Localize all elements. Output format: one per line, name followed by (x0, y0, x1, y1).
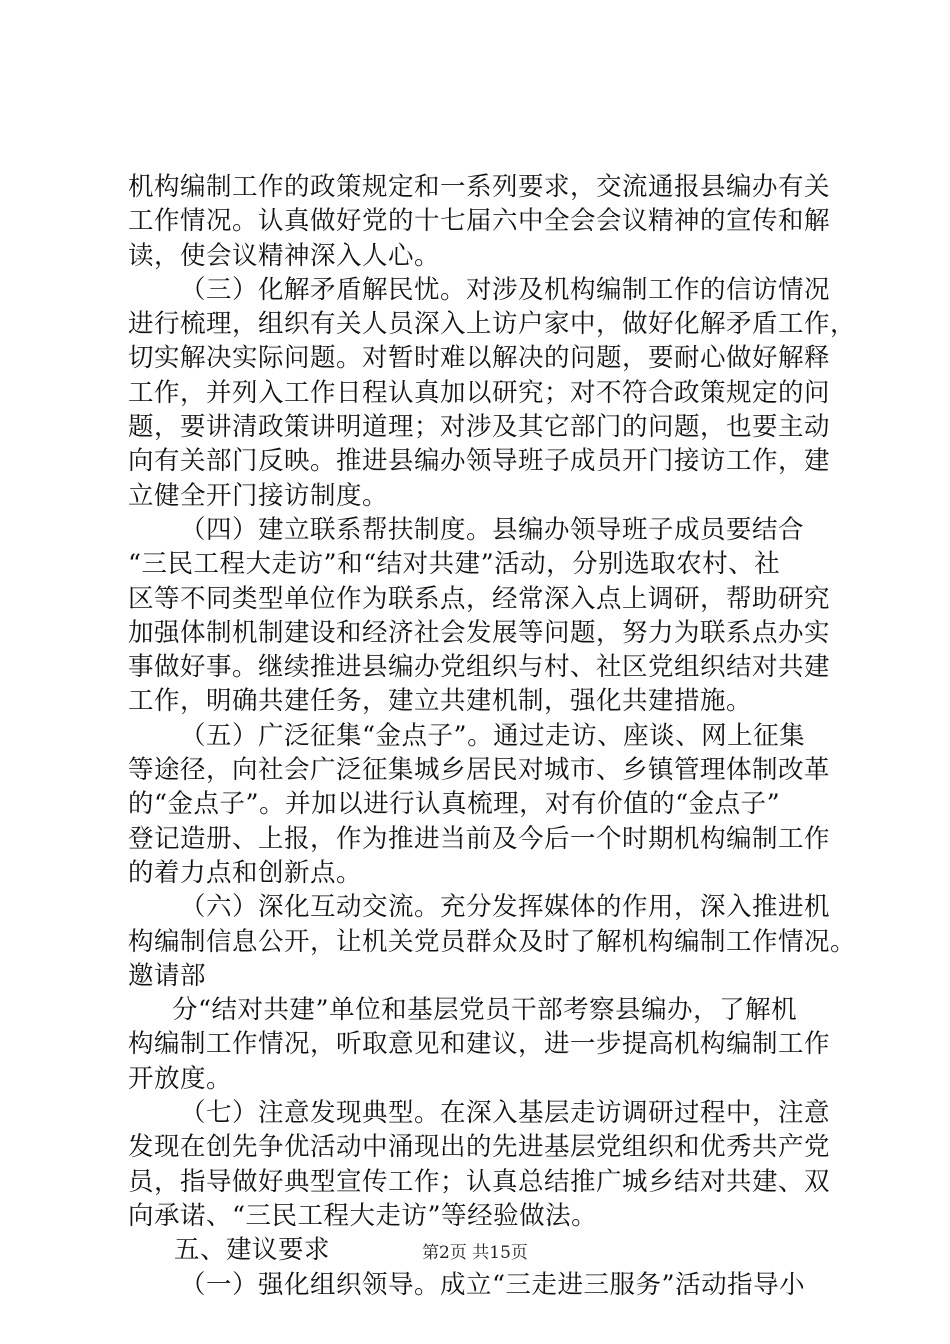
body-line: 切实解决实际问题。对暂时难以解决的问题，要耐心做好解释 (128, 343, 831, 374)
body-line: 等途径，向社会广泛征集城乡居民对城市、乡镇管理体制改革 (128, 755, 831, 786)
body-line: 进行梳理，组织有关人员深入上访户家中，做好化解矛盾工作， (128, 309, 857, 340)
body-line: “三民工程大走访”和“结对共建”活动，分别选取农村、社 (128, 549, 781, 580)
body-line: 区等不同类型单位作为联系点，经常深入点上调研，帮助研究 (128, 583, 831, 614)
body-line: 的“金点子”。并加以进行认真梳理，对有价值的“金点子” (128, 789, 781, 820)
body-line: 事做好事。继续推进县编办党组织与村、社区党组织结对共建 (128, 652, 831, 683)
section-heading: 五、建议要求 (174, 1235, 331, 1266)
paragraph-start-line: 分“结对共建”单位和基层党员干部考察县编办，了解机 (172, 995, 798, 1026)
body-line: 读，使会议精神深入人心。 (128, 240, 441, 271)
body-line: 员，指导做好典型宣传工作；认真总结推广城乡结对共建、双 (128, 1166, 831, 1197)
body-line: 的着力点和创新点。 (128, 857, 363, 888)
paragraph-start-line: （三）化解矛盾解民忧。对涉及机构编制工作的信访情况 (180, 274, 831, 305)
body-line: 登记造册、上报，作为推进当前及今后一个时期机构编制工作 (128, 823, 831, 854)
body-line: 向承诺、“三民工程大走访”等经验做法。 (128, 1200, 598, 1231)
paragraph-start-line: （五）广泛征集“金点子”。通过走访、座谈、网上征集 (180, 720, 806, 751)
body-line: 立健全开门接访制度。 (128, 480, 389, 511)
body-line: 构编制工作情况，听取意见和建议，进一步提高机构编制工作 (128, 1029, 831, 1060)
paragraph-start-line: （七）注意发现典型。在深入基层走访调研过程中，注意 (180, 1098, 831, 1129)
paragraph-start-line: （一）强化组织领导。成立“三走进三服务”活动指导小 (180, 1269, 806, 1300)
paragraph-start-line: （六）深化互动交流。充分发挥媒体的作用，深入推进机 (180, 892, 831, 923)
body-line: 发现在创先争优活动中涌现出的先进基层党组织和优秀共产党 (128, 1132, 831, 1163)
page-number-footer: 第2页 共15页 (422, 1243, 528, 1263)
body-line: 题，要讲清政策讲明道理；对涉及其它部门的问题，也要主动 (128, 412, 831, 443)
paragraph-start-line: （四）建立联系帮扶制度。县编办领导班子成员要结合 (180, 514, 805, 545)
body-line: 开放度。 (128, 1063, 233, 1094)
body-line: 向有关部门反映。推进县编办领导班子成员开门接访工作，建 (128, 446, 831, 477)
body-line: 工作，明确共建任务，建立共建机制，强化共建措施。 (128, 686, 753, 717)
body-line: 工作，并列入工作日程认真加以研究；对不符合政策规定的问 (128, 377, 831, 408)
body-line: 机构编制工作的政策规定和一系列要求，交流通报县编办有关 (128, 172, 831, 202)
document-body (128, 170, 857, 1302)
body-line: 邀请部 (128, 960, 207, 991)
body-line: 构编制信息公开，让机关党员群众及时了解机构编制工作情况。 (128, 926, 857, 957)
body-line: 工作情况。认真做好党的十七届六中全会会议精神的宣传和解 (128, 206, 831, 237)
body-line: 加强体制机制建设和经济社会发展等问题，努力为联系点办实 (128, 617, 831, 648)
